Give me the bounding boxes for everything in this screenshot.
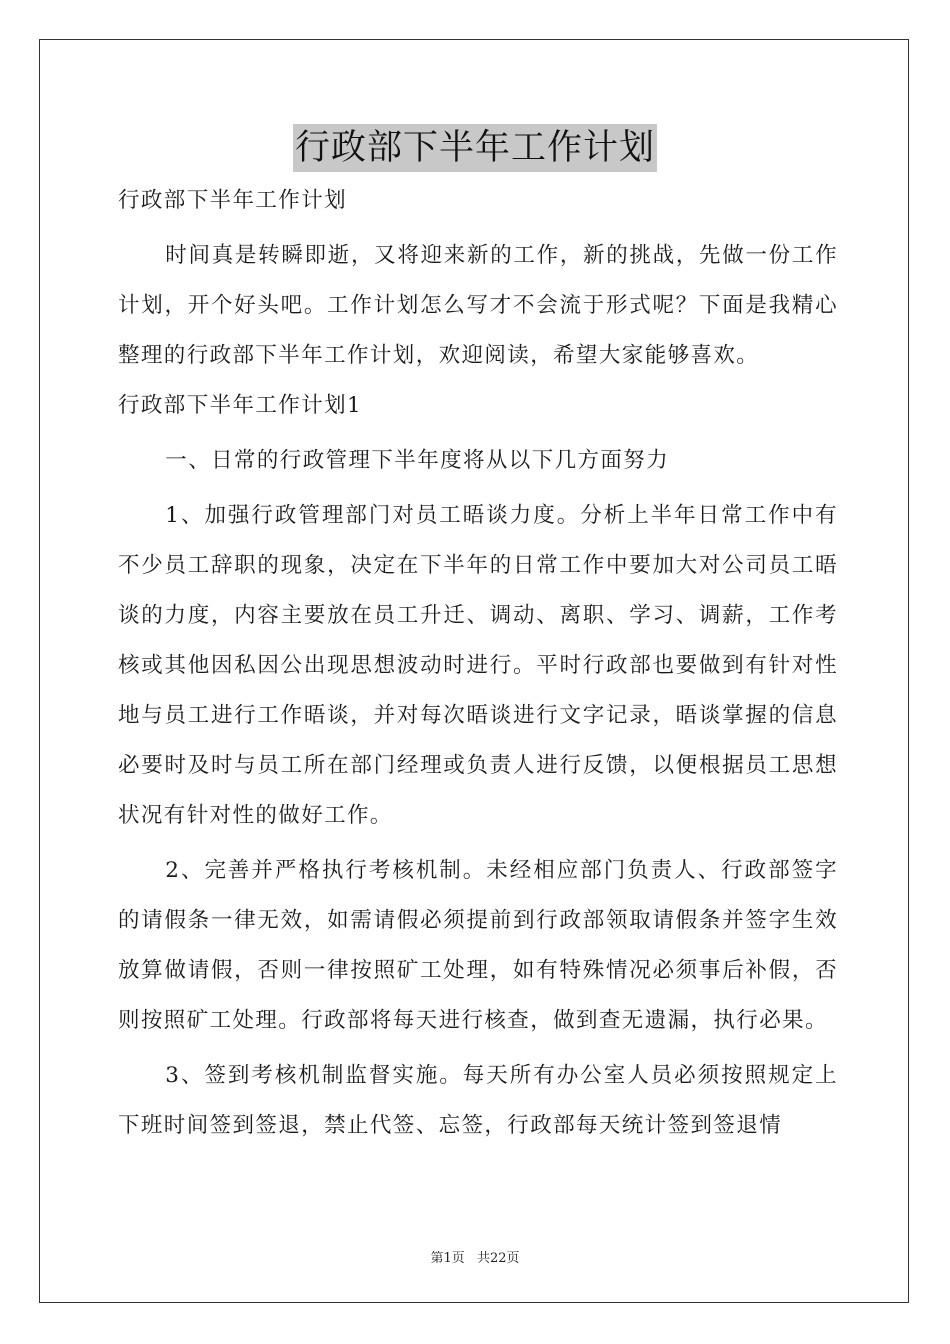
- body-paragraph-2: 2、完善并严格执行考核机制。未经相应部门负责人、行政部签字的请假条一律无效，如需请假必须提前到行政部领取请假条并签字生效放算做请假，否则一律按照矿工处理，如有特殊情况必须事后补假，否则按照矿工处理。行政部将每天进行核查，做到查无遗漏，执行必果。: [118, 858, 838, 1033]
- subtitle-paragraph: 行政部下半年工作计划: [118, 188, 348, 213]
- document-body: [118, 176, 838, 1151]
- page-footer: [0, 1247, 950, 1266]
- page-number: 第1页: [430, 1251, 465, 1266]
- body-paragraph-3: 3、签到考核机制监督实施。每天所有办公室人员必须按照规定上下班时间签到签退，禁止代签、忘签，行政部每天统计签到签退情: [118, 1063, 838, 1138]
- document-title-text: 行政部下半年工作计划: [293, 124, 657, 172]
- intro-paragraph: 时间真是转瞬即逝，又将迎来新的工作，新的挑战，先做一份工作计划，开个好头吧。工作计划怎么写才不会流于形式呢？下面是我精心整理的行政部下半年工作计划，欢迎阅读，希望大家能够喜欢。: [118, 243, 838, 368]
- section-heading: 行政部下半年工作计划1: [118, 393, 363, 418]
- page-total: 共22页: [476, 1251, 520, 1266]
- subsection-heading: 一、日常的行政管理下半年度将从以下几方面努力: [165, 448, 670, 473]
- body-paragraph-1: 1、加强行政管理部门对员工晤谈力度。分析上半年日常工作中有不少员工辞职的现象，决定在下半年的日常工作中要加大对公司员工晤谈的力度，内容主要放在员工升迁、调动、离职、学习、调薪，工作考核或其他因私因公出现思想波动时进行。平时行政部也要做到有针对性地与员工进行工作晤谈，并对每次晤谈进行文字记录，晤谈掌握的信息必要时及时与员工所在部门经理或负责人进行反馈，以便根据员工思想状况有针对性的做好工作。: [118, 503, 838, 828]
- document-title: [0, 124, 950, 172]
